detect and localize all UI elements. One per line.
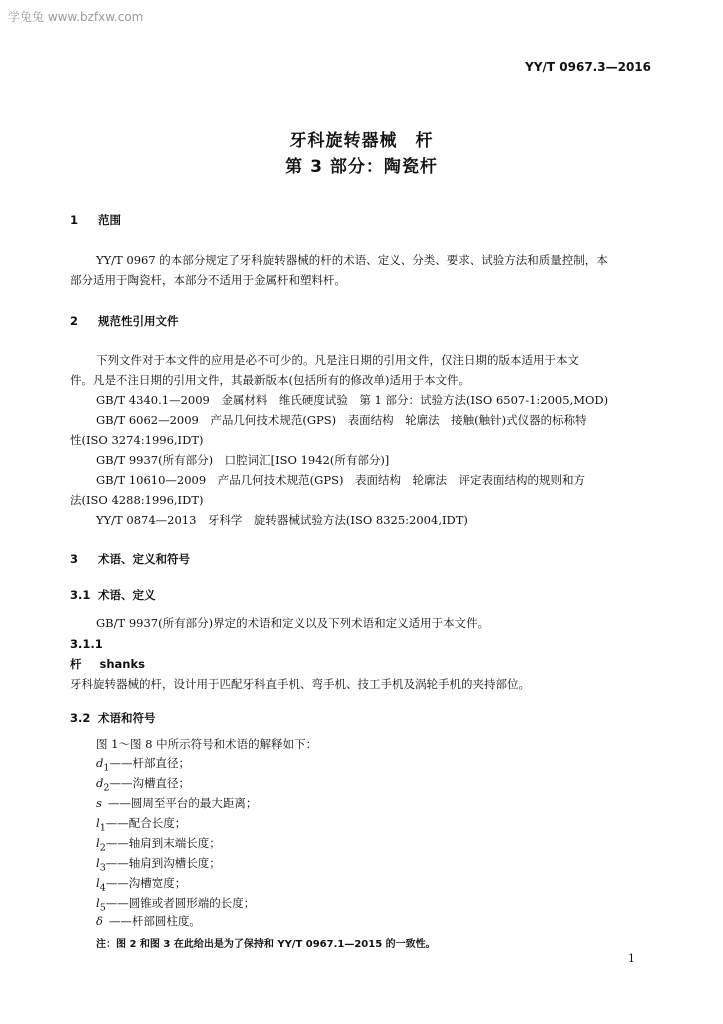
section-number: 2 <box>70 314 79 328</box>
symbol-description: ——轴肩到末端长度； <box>105 836 221 850</box>
symbol-subscript: 2 <box>99 842 106 854</box>
symbols-intro: 图 1～图 8 中所示符号和术语的解释如下： <box>96 737 318 751</box>
definitions-intro: GB/T 9937(所有部分)界定的术语和定义以及下列术语和定义适用于本文件。 <box>96 616 490 630</box>
symbol-description: ——配合长度； <box>105 816 187 830</box>
symbol-list-item <box>96 895 255 913</box>
section-2-heading <box>70 313 179 329</box>
symbol: l <box>96 876 100 890</box>
term-definition: 牙科旋转器械的杆，设计用于匹配牙科直手机、弯手机、技工手机及涡轮手机的夹持部位。 <box>70 677 530 691</box>
section-number: 3.1 <box>70 588 91 602</box>
symbol-list-item <box>96 775 190 793</box>
watermark: 学兔兔 www.bzfxw.com <box>8 10 144 24</box>
reference-item: GB/T 6062—2009 产品几何技术规范(GPS) 表面结构 轮廓法 接触(触针)式仪器的标称特 <box>96 413 587 427</box>
section-1-heading <box>70 212 121 228</box>
symbol: d <box>96 776 104 790</box>
section-3-heading <box>70 551 190 567</box>
reference-item: YY/T 0874—2013 牙科学 旋转器械试验方法(ISO 8325:2004,IDT) <box>96 513 468 527</box>
symbol-subscript: 3 <box>99 862 106 874</box>
section-3-2-heading <box>70 710 156 726</box>
section-title: 术语、定义和符号 <box>98 552 190 566</box>
reference-item: GB/T 10610—2009 产品几何技术规范(GPS) 表面结构 轮廓法 评定表面结构的规则和方 <box>96 473 585 487</box>
symbol: l <box>96 856 100 870</box>
symbol-description: ——轴肩到沟槽长度； <box>105 856 221 870</box>
term-heading <box>70 656 145 672</box>
term-english: shanks <box>99 657 145 671</box>
reference-item: GB/T 4340.1—2009 金属材料 维氏硬度试验 第 1 部分：试验方法(ISO 6507-1:2005,MOD) <box>96 393 609 407</box>
page-number: 1 <box>628 952 635 965</box>
section-title: 范围 <box>98 213 121 227</box>
symbol-description: ——杆部直径； <box>109 756 190 770</box>
refs-intro-line-1: 下列文件对于本文件的应用是必不可少的。凡是注日期的引用文件，仅注日期的版本适用于本文 <box>96 353 579 367</box>
section-number: 3 <box>70 552 79 566</box>
symbol-description: ——沟槽直径； <box>109 776 190 790</box>
symbol-list-item <box>96 855 221 873</box>
term-chinese: 杆 <box>70 657 82 671</box>
standard-number: YY/T 0967.3—2016 <box>525 60 651 74</box>
symbol-list-item <box>96 795 257 813</box>
symbol-list-item <box>96 835 221 853</box>
symbol: δ <box>96 914 103 928</box>
scope-paragraph-line-1: YY/T 0967 的本部分规定了牙科旋转器械的杆的术语、定义、分类、要求、试验方法和质量控制，本 <box>96 253 608 267</box>
symbol: l <box>96 896 100 910</box>
symbol: d <box>96 756 104 770</box>
section-number: 3.2 <box>70 711 91 725</box>
document-title: 牙科旋转器械 杆 <box>289 131 434 151</box>
symbol-subscript: 1 <box>103 762 110 774</box>
section-3-1-heading <box>70 587 156 603</box>
reference-item-continued: 性(ISO 3274:1996,IDT) <box>70 433 204 447</box>
term-number: 3.1.1 <box>70 637 103 651</box>
symbol: l <box>96 836 100 850</box>
symbol-subscript: 5 <box>99 902 106 914</box>
symbol-description: ——杆部圆柱度。 <box>108 914 201 928</box>
section-number: 1 <box>70 213 79 227</box>
symbol-subscript: 1 <box>99 822 106 834</box>
symbol-list-item <box>96 755 190 773</box>
symbol-description: ——圆锥或者圆形端的长度； <box>105 896 256 910</box>
symbol-list-item <box>96 913 201 931</box>
symbol-description: ——沟槽宽度； <box>105 876 187 890</box>
symbol-subscript: 2 <box>103 782 110 794</box>
symbol-subscript: 4 <box>99 882 106 894</box>
refs-intro-line-2: 件。凡是不注日期的引用文件，其最新版本(包括所有的修改单)适用于本文件。 <box>70 373 470 387</box>
section-title: 规范性引用文件 <box>98 314 179 328</box>
reference-item: GB/T 9937(所有部分) 口腔词汇[ISO 1942(所有部分)] <box>96 453 390 467</box>
document-subtitle: 第 3 部分：陶瓷杆 <box>285 157 438 177</box>
scope-paragraph-line-2: 部分适用于陶瓷杆，本部分不适用于金属杆和塑料杆。 <box>70 273 346 287</box>
section-title: 术语、定义 <box>98 588 156 602</box>
section-title: 术语和符号 <box>98 711 156 725</box>
symbol: l <box>96 816 100 830</box>
symbol-list-item <box>96 815 186 833</box>
symbol-description: ——圆周至平台的最大距离； <box>107 796 258 810</box>
figure-note: 注：图 2 和图 3 在此给出是为了保持和 YY/T 0967.1—2015 的一致性。 <box>96 939 436 950</box>
reference-item-continued: 法(ISO 4288:1996,IDT) <box>70 493 204 507</box>
symbol: s <box>96 796 102 810</box>
symbol-list-item <box>96 875 186 893</box>
